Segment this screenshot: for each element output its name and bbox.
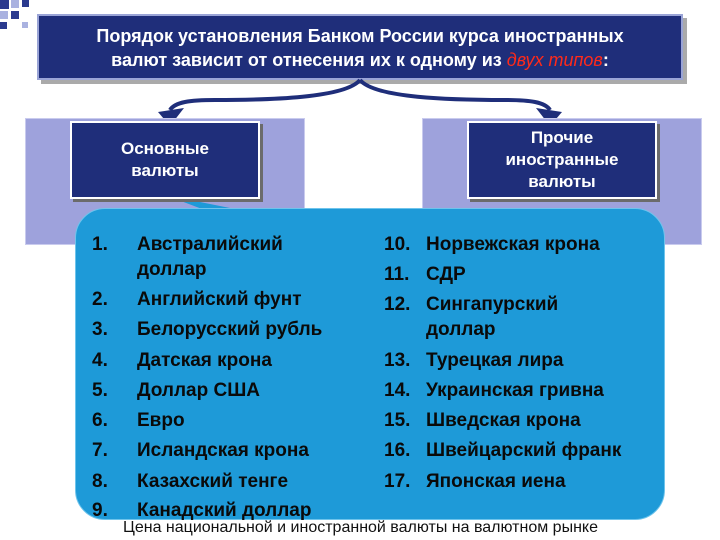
list-item-label: Норвежская крона (426, 234, 600, 255)
list-item-label: Шведская крона (426, 410, 581, 431)
list-item-num: 7. (92, 440, 108, 461)
list-item-num: 6. (92, 410, 108, 431)
corner-square-2 (11, 0, 19, 8)
list-item-label: Турецкая лира (426, 350, 564, 371)
list-item-label: Евро (137, 410, 185, 431)
other-currencies-box (467, 121, 657, 199)
title-line-2-prefix: валют зависит от отнесения их к одному из (111, 50, 507, 70)
list-item-label: Доллар США (137, 380, 261, 401)
list-item-num: 15. (384, 410, 411, 431)
list-item-label: СДР (426, 264, 466, 285)
footer-caption: Цена национальной и иностранной валюты на валютном рынке (123, 519, 598, 536)
list-item-num: 3. (92, 319, 108, 340)
main-currencies-box (70, 121, 260, 199)
list-item-label-cont: доллар (426, 319, 496, 340)
title-line-2 (39, 48, 681, 72)
list-item-label: Датская крона (137, 350, 272, 371)
list-item-num: 11. (384, 264, 410, 285)
arrow-left (170, 80, 360, 110)
title-line-2-suffix: : (602, 50, 609, 70)
list-item-num: 17. (384, 471, 411, 492)
list-item-label: Канадский доллар (137, 500, 312, 521)
list-item-num: 13. (384, 350, 411, 371)
list-item-label: Сингапурский (426, 294, 559, 315)
list-item-num: 10. (384, 234, 411, 255)
list-item-num: 5. (92, 380, 108, 401)
list-item-label-cont: доллар (137, 259, 207, 280)
corner-square-6 (0, 22, 7, 29)
list-item-num: 4. (92, 350, 108, 371)
corner-square-3 (0, 11, 8, 19)
list-item-label: Украинская гривна (426, 380, 604, 401)
title-highlight: двух типов (506, 50, 603, 70)
list-item-num: 2. (92, 289, 108, 310)
list-item-label: Белорусский рубль (137, 319, 323, 340)
list-item-label: Казахский тенге (137, 471, 289, 492)
list-item-num: 14. (384, 380, 411, 401)
list-item-label: Японская иена (426, 471, 566, 492)
corner-square-7 (22, 22, 28, 28)
list-item-label: Австралийский (137, 234, 283, 255)
corner-square-5 (22, 0, 29, 7)
list-item-num: 16. (384, 440, 411, 461)
list-item-num: 9. (92, 500, 108, 521)
list-item-num: 8. (92, 471, 108, 492)
corner-square-4 (11, 11, 19, 19)
main-currencies-label: Основные валюты (120, 139, 210, 180)
list-item-label: Исландская крона (137, 440, 309, 461)
list-item-num: 12. (384, 294, 411, 315)
arrow-right (360, 80, 550, 110)
list-item-num: 1. (92, 234, 108, 255)
title-line-1: Порядок установления Банком России курса иностранных (96, 26, 624, 46)
title-box (37, 14, 683, 80)
corner-square-1 (0, 0, 9, 9)
list-item-label: Английский фунт (137, 289, 302, 310)
other-currencies-label: Прочие иностранные валюты (505, 128, 619, 191)
list-item-label: Швейцарский франк (426, 440, 622, 461)
